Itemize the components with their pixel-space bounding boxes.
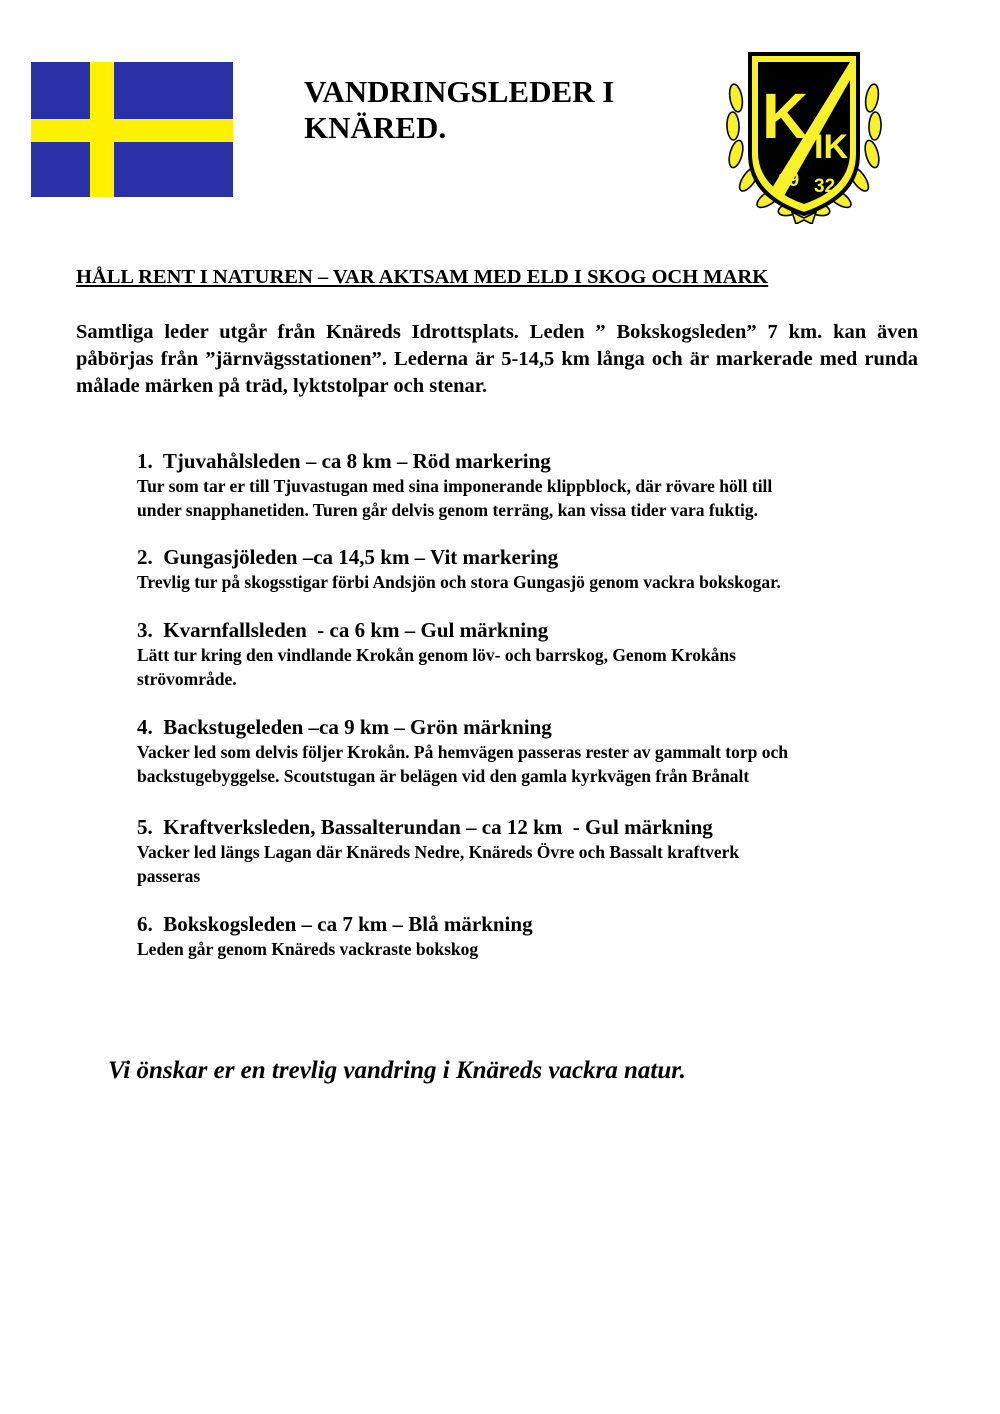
trail-title: 5. Kraftverksleden, Bassalterundan – ca 12 km - Gul märkning <box>137 815 713 839</box>
closing-greeting: Vi önskar er en trevlig vandring i Knäreds vackra natur. <box>108 1057 686 1084</box>
crest-year-right: 32 <box>814 176 836 197</box>
ktik-club-crest-icon <box>722 46 886 224</box>
trail-description: Trevlig tur på skogsstigar förbi Andsjön och stora Gungasjö genom vackra bokskogar. <box>137 572 781 592</box>
trail-item-gungasjoleden <box>137 544 927 594</box>
crest-year-left: 19 <box>778 170 800 191</box>
flag-cross-horizontal <box>31 119 233 142</box>
trail-item-kraftverksleden <box>137 814 927 888</box>
crest-letters-ik: IK <box>814 128 848 166</box>
trail-description: Tur som tar er till Tjuvastugan med sina imponerande klippblock, där rövare höll till under snapphanetiden. Turen går delvis genom terräng, kan vissa tider vara fuktig. <box>137 476 773 520</box>
trail-description: Lätt tur kring den vindlande Krokån genom löv- och barrskog, Genom Krokåns strövområde. <box>137 645 736 689</box>
trail-title: 6. Bokskogsleden – ca 7 km – Blå märkning <box>137 912 533 936</box>
trail-item-kvarnfallsleden <box>137 617 927 691</box>
trail-description: Leden går genom Knäreds vackraste bokskog <box>137 939 479 959</box>
trail-item-backstugeleden <box>137 714 927 788</box>
trail-title: 1. Tjuvahålsleden – ca 8 km – Röd markering <box>137 449 551 473</box>
page-title-line-1: VANDRINGSLEDER I <box>304 74 615 109</box>
page-title-line-2: KNÄRED. <box>304 110 447 145</box>
trail-title: 2. Gungasjöleden –ca 14,5 km – Vit markering <box>137 545 559 569</box>
swedish-flag-icon <box>31 62 233 197</box>
fire-safety-notice: HÅLL RENT I NATUREN – VAR AKTSAM MED ELD I SKOG OCH MARK <box>76 266 769 288</box>
trail-description: Vacker led längs Lagan där Knäreds Nedre, Knäreds Övre och Bassalt kraftverk passeras <box>137 842 740 886</box>
crest-letter-k: K <box>762 80 809 152</box>
trail-title: 4. Backstugeleden –ca 9 km – Grön märkning <box>137 715 552 739</box>
intro-paragraph: Samtliga leder utgår från Knäreds Idrottsplats. Leden ” Bokskogsleden” 7 km. kan även påbörjas från ”järnvägsstationen”. Lederna är 5-14,5 km långa och är markerade med runda målade märken på träd, lyktstolpar och stenar. <box>76 321 918 397</box>
trail-item-bokskogsleden <box>137 911 927 961</box>
trail-title: 3. Kvarnfallsleden - ca 6 km – Gul märkning <box>137 618 549 642</box>
trail-item-tjuvahalsleden <box>137 448 927 522</box>
trail-description: Vacker led som delvis följer Krokån. På hemvägen passeras rester av gammalt torp och backstugebyggelse. Scoutstugan är belägen vid den gamla kyrkvägen från Brånalt <box>137 742 789 786</box>
page-title <box>304 74 704 146</box>
